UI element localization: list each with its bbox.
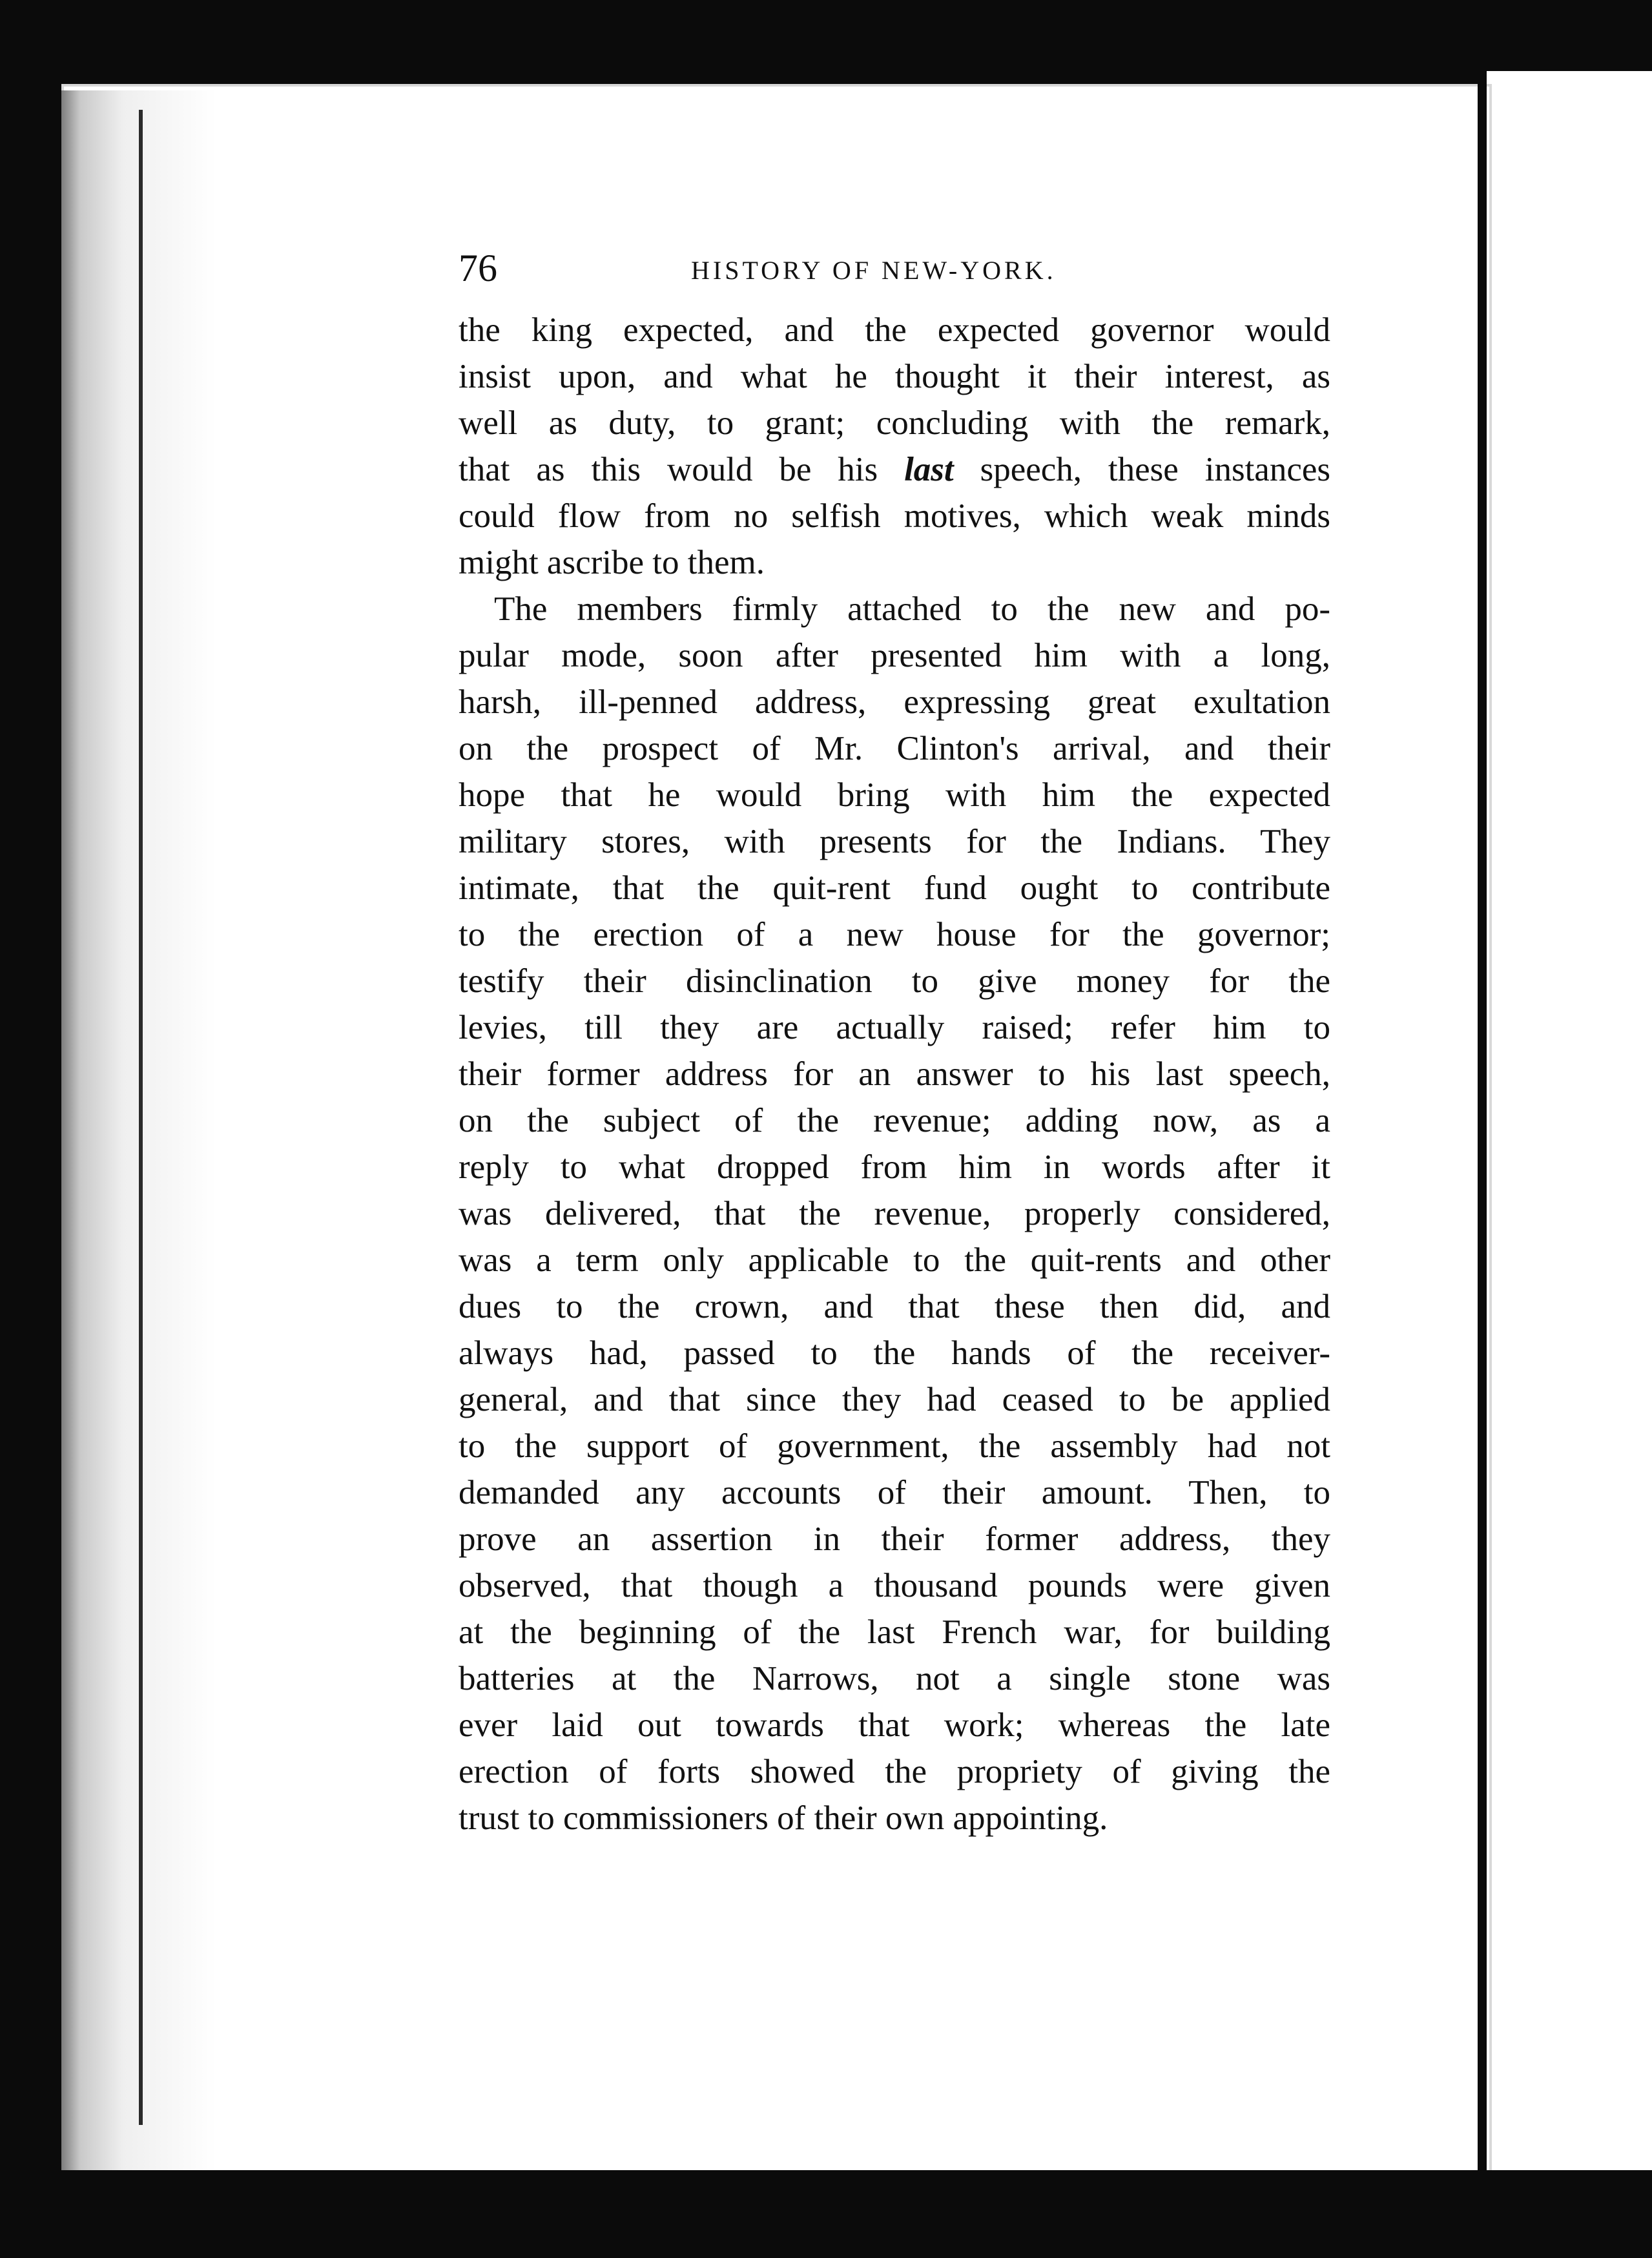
text-line: pular mode, soon after presented him with a long, xyxy=(459,637,1330,674)
text-line: trust to commissioners of their own appointing. xyxy=(459,1799,1108,1837)
text-line: to the support of government, the assembly had not xyxy=(459,1427,1330,1465)
text-line: levies, till they are actually raised; refer him to xyxy=(459,1009,1330,1046)
text-line: at the beginning of the last French war, for building xyxy=(459,1613,1330,1651)
text-line: intimate, that the quit-rent fund ought to contribute xyxy=(459,869,1330,907)
text-line: insist upon, and what he thought it their interest, as xyxy=(459,358,1330,395)
text-line: to the erection of a new house for the governor; xyxy=(459,916,1330,953)
text-line: on the subject of the revenue; adding now, as a xyxy=(459,1102,1330,1139)
text-line: might ascribe to them. xyxy=(459,544,765,581)
text-line: always had, passed to the hands of the receiver- xyxy=(459,1334,1330,1372)
text-line: prove an assertion in their former address, they xyxy=(459,1520,1330,1558)
text-line: batteries at the Narrows, not a single stone was xyxy=(459,1660,1330,1697)
text-line: general, and that since they had ceased to be applied xyxy=(459,1381,1330,1418)
page-text xyxy=(459,249,1330,1841)
text-line: military stores, with presents for the Indians. They xyxy=(459,823,1330,860)
text-line: was delivered, that the revenue, properly considered, xyxy=(459,1195,1330,1232)
text-line: testify their disinclination to give money for the xyxy=(459,962,1330,1000)
text-line: was a term only applicable to the quit-rents and other xyxy=(459,1241,1330,1279)
running-title: HISTORY OF NEW-YORK. xyxy=(691,256,1057,285)
text-fragment: that as this would be his xyxy=(459,451,878,488)
adjacent-page-edge xyxy=(1485,71,1652,2202)
paragraph-1 xyxy=(459,307,1330,586)
page-number: 76 xyxy=(459,247,497,289)
text-line: ever laid out towards that work; whereas the late xyxy=(459,1706,1330,1744)
running-head xyxy=(459,249,1330,307)
text-fragment: speech, these instances xyxy=(980,451,1331,488)
text-line: could flow from no selfish motives, which weak minds xyxy=(459,497,1330,535)
paragraph-2 xyxy=(459,586,1330,1841)
text-line: on the prospect of Mr. Clinton's arrival, and their xyxy=(459,730,1330,767)
text-line: erection of forts showed the propriety of giving the xyxy=(459,1753,1330,1790)
text-line: dues to the crown, and that these then did, and xyxy=(459,1288,1330,1325)
text-line: demanded any accounts of their amount. Then, to xyxy=(459,1474,1330,1511)
text-line: well as duty, to grant; concluding with the remark, xyxy=(459,404,1330,442)
text-line: reply to what dropped from him in words after it xyxy=(459,1148,1330,1186)
binding-edge xyxy=(139,110,143,2125)
text-line: harsh, ill-penned address, expressing great exultation xyxy=(459,683,1330,721)
scan-bottom-edge xyxy=(0,2170,1652,2258)
text-line: hope that he would bring with him the expected xyxy=(459,776,1330,814)
page-gutter xyxy=(1478,71,1487,2190)
text-line: The members firmly attached to the new and po- xyxy=(494,590,1330,628)
text-line: observed, that though a thousand pounds were given xyxy=(459,1567,1330,1604)
text-line: the king expected, and the expected governor would xyxy=(459,311,1330,349)
emphasis-word: last xyxy=(904,451,954,488)
text-line: their former address for an answer to his last speech, xyxy=(459,1055,1330,1093)
text-line-with-emphasis xyxy=(459,446,1330,493)
